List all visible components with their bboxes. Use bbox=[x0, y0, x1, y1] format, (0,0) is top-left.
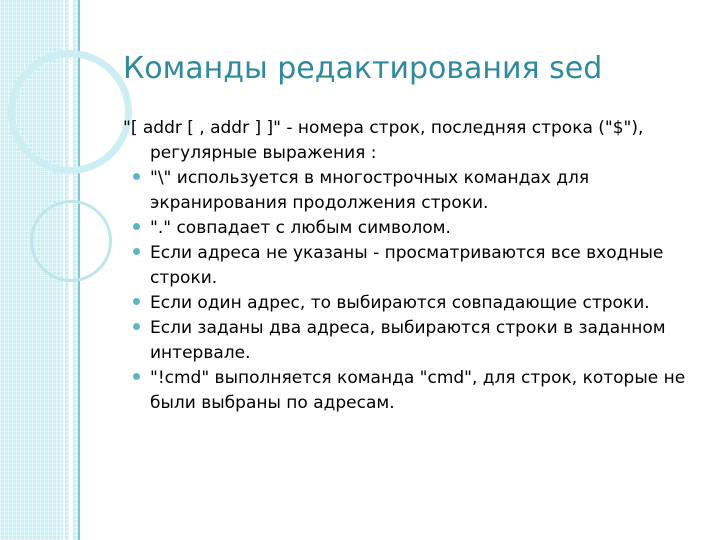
decorative-ring-small bbox=[30, 200, 112, 282]
list-item bbox=[123, 216, 703, 241]
list-item-text: "!cmd" выполняется команда "cmd", для строк, которые не были выбраны по адресам. bbox=[150, 368, 686, 413]
bullet-icon bbox=[133, 173, 140, 180]
list-item-text: "[ addr [ , addr ] ]" - номера строк, последняя строка ("$"), регулярные выражения : bbox=[123, 118, 644, 163]
slide-title: Команды редактирования sed bbox=[123, 51, 603, 86]
list-item bbox=[123, 316, 703, 366]
list-item-text: Если заданы два адреса, выбираются строки в заданном интервале. bbox=[150, 318, 666, 363]
list-item-text: "\" используется в многострочных командах для экранирования продолжения строки. bbox=[150, 168, 590, 213]
list-item-text: Если адреса не указаны - просматриваются все входные строки. bbox=[150, 243, 664, 288]
bullet-icon bbox=[133, 223, 140, 230]
list-item bbox=[123, 166, 703, 216]
list-item bbox=[123, 291, 703, 316]
bullet-icon bbox=[133, 248, 140, 255]
list-item-text: Если один адрес, то выбираются совпадающие строки. bbox=[150, 293, 650, 313]
list-item bbox=[123, 241, 703, 291]
bullet-icon bbox=[133, 298, 140, 305]
slide-content-list bbox=[123, 116, 703, 416]
list-item-text: "." совпадает с любым символом. bbox=[150, 218, 451, 238]
list-item bbox=[123, 116, 703, 166]
decorative-ring-large bbox=[8, 50, 132, 174]
list-item bbox=[123, 366, 703, 416]
bullet-icon bbox=[133, 373, 140, 380]
bullet-icon bbox=[133, 323, 140, 330]
